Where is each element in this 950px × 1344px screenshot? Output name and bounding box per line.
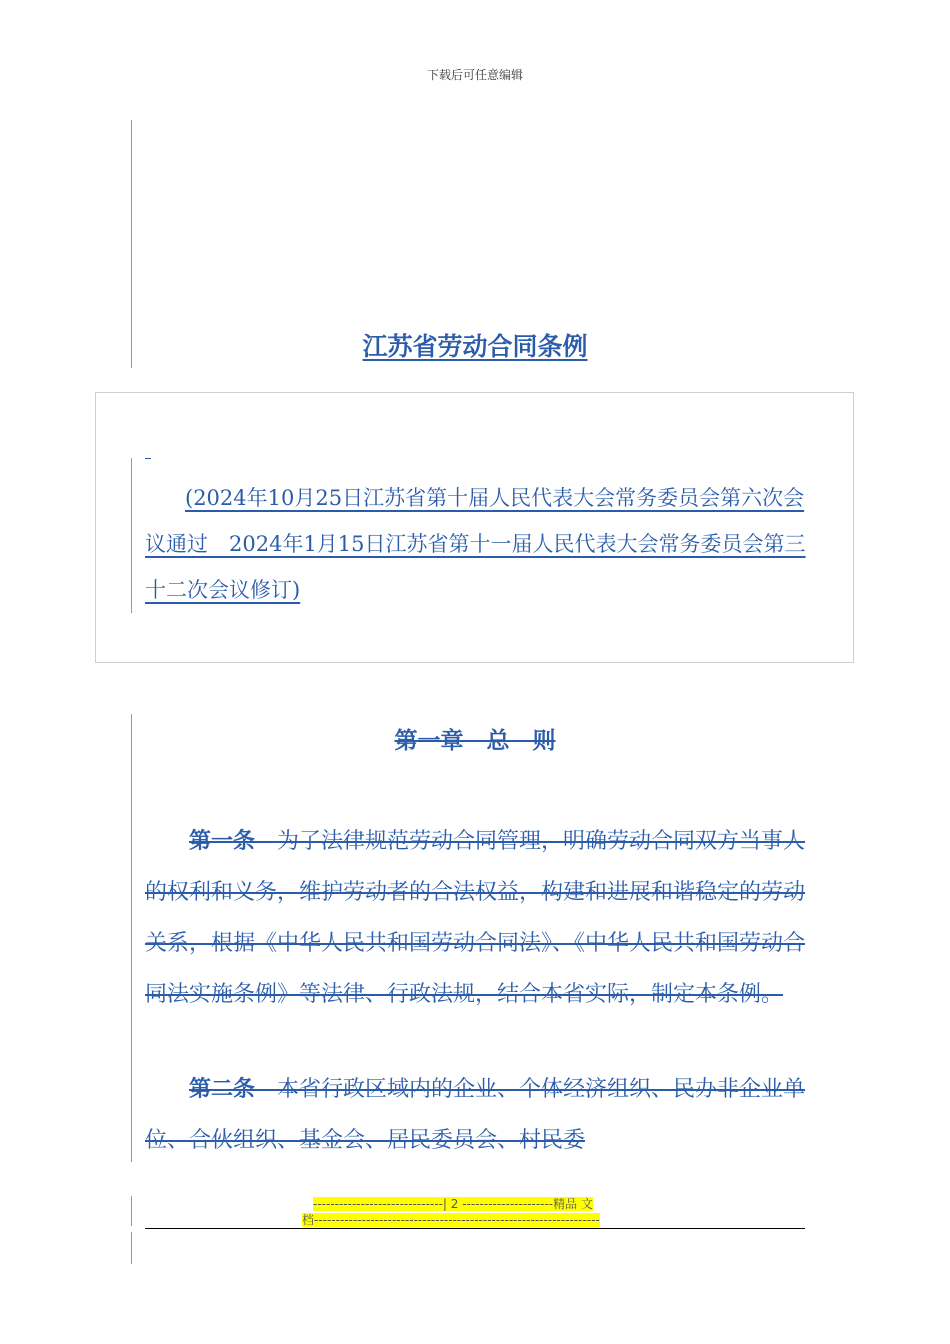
- footer-page-number: ------------------------------| 2 ---------------------精品 文: [313, 1197, 593, 1211]
- chapter-heading: 第一章 总 则: [394, 728, 556, 754]
- margin-bar-body: [131, 714, 132, 1162]
- footer-marker: 档------------------------------------------------------------------: [302, 1213, 600, 1227]
- revision-note: [145, 475, 810, 613]
- document-title: 江苏省劳动合同条例: [362, 332, 588, 361]
- page-header: 下载后可任意编辑: [426, 68, 523, 82]
- article-2-text: 本省行政区域内的企业、个体经济组织、民办非企业单位、合伙组织、基金会、居民委员会、村民委: [145, 1077, 806, 1153]
- footer-rule: [145, 1228, 805, 1229]
- article-2-label: 第二条: [189, 1077, 256, 1102]
- margin-bar-footer-2: [131, 1232, 132, 1264]
- article-1-text: 为了法律规范劳动合同管理，明确劳动合同双方当事人的权利和义务，维护劳动者的合法权益，构建和进展和谐稳定的劳动关系，根据《中华人民共和国劳动合同法》、《中华人民共和国劳动合同法实施条例》等法律、行政法规，结合本省实际，制定本条例。: [145, 829, 806, 1007]
- revision-note-text: (2024年10月25日江苏省第十届人民代表大会常务委员会第六次会议通过 2024年1月15日江苏省第十一届人民代表大会常务委员会第三十二次会议修订): [145, 486, 806, 602]
- article-1-label: 第一条: [189, 829, 256, 854]
- insertion-mark: [145, 458, 151, 459]
- article-1: [145, 816, 807, 1020]
- margin-bar-footer-1: [131, 1196, 132, 1226]
- article-2: [145, 1064, 807, 1166]
- margin-bar-note: [131, 458, 132, 613]
